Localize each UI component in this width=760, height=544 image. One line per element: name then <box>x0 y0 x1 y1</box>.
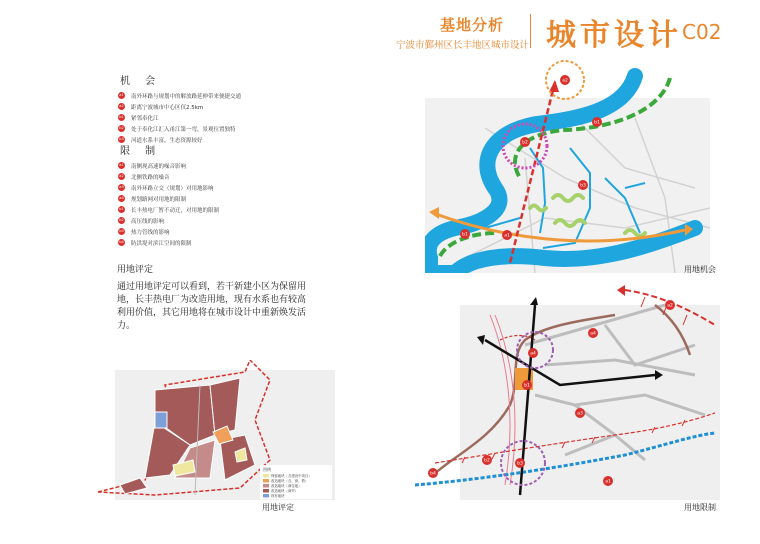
restrictions-item <box>118 171 219 182</box>
item-badge: a2 <box>119 104 124 108</box>
map-badge-label: b1 <box>524 383 530 389</box>
item-badge: a3 <box>119 185 124 189</box>
restriction-map-caption: 用地限制 <box>684 503 716 512</box>
restrictions-heading: 限 制 <box>120 146 162 157</box>
map-badge-label: b1 <box>462 232 468 238</box>
map-badge-label: b2 <box>484 458 490 464</box>
map-badge-label: a4 <box>530 351 536 357</box>
land-eval-legend <box>260 465 332 499</box>
restrictions-item <box>118 193 219 204</box>
item-badge: b1 <box>119 207 124 211</box>
project-subtitle: 宁波市鄞州区长丰地区城市设计 <box>396 40 530 51</box>
map-badge-label: b1 <box>594 120 600 126</box>
legend-swatch <box>263 494 269 498</box>
header-divider <box>530 14 531 48</box>
item-badge: a1 <box>119 93 124 97</box>
item-text: 热力管线的影响 <box>131 229 170 236</box>
restrictions-list <box>118 160 219 248</box>
item-text: 防洪堤对滨江空间的限制 <box>131 240 192 247</box>
item-text: 规划路网对用地的限制 <box>131 196 187 203</box>
restrictions-item <box>118 226 219 237</box>
item-text: 长丰热电厂暂不动迁，对用地的限制 <box>131 207 220 214</box>
item-text: 南外环路立交（规划）对用地影响 <box>131 185 214 192</box>
map-badge-label: b3 <box>517 461 523 467</box>
item-text: 高压线的影响 <box>131 218 165 225</box>
opportunities-item <box>118 123 241 134</box>
restrictions-item <box>118 204 219 215</box>
item-text: 河道水系丰富，生态资源较好 <box>131 137 203 144</box>
item-badge: b3 <box>119 229 124 233</box>
legend-label: 现有地块 <box>271 494 285 499</box>
page-title: 城市设计 <box>546 18 682 53</box>
legend-title: 图例 <box>263 467 271 472</box>
map-badge-label: a3 <box>577 411 583 417</box>
item-text: 距离宁波城市中心区仅2.5km <box>131 104 204 111</box>
map-badge-label: b2 <box>522 140 528 146</box>
item-badge: b4 <box>119 240 124 244</box>
legend-swatch <box>263 474 269 478</box>
map-badge-label: a2 <box>667 303 673 309</box>
item-text: 北侧铁路的噪音 <box>131 174 170 181</box>
legend-label: 保留地块（含建设中项目） <box>271 474 312 479</box>
item-text: 南侧现高速的噪音影响 <box>131 163 187 170</box>
page-code: C02 <box>682 20 722 44</box>
legend-swatch <box>263 479 269 483</box>
land-eval-map <box>95 360 335 500</box>
opportunities-item <box>118 101 241 112</box>
restrictions-item <box>118 182 219 193</box>
opportunities-list <box>118 90 241 145</box>
legend-swatch <box>263 489 269 493</box>
map-badge-label: a1 <box>605 479 611 485</box>
restrictions-item <box>118 215 219 226</box>
item-badge: b1 <box>119 115 124 119</box>
item-badge: b2 <box>119 218 124 222</box>
map-badge-label: a2 <box>562 78 568 84</box>
item-badge: a1 <box>119 163 124 167</box>
map-badge-label: b4 <box>430 471 436 477</box>
item-badge: b2 <box>119 126 124 130</box>
map-badge-label: a4 <box>590 331 596 337</box>
legend-label: 改造地块（商贸） <box>271 489 299 494</box>
opportunity-map <box>425 58 710 273</box>
land-eval-heading: 用地评定 <box>117 265 154 275</box>
opportunities-item <box>118 112 241 123</box>
legend-swatch <box>263 484 269 488</box>
land-eval-map-caption: 用地评定 <box>262 503 294 512</box>
item-text: 紧邻奉化江 <box>131 115 159 122</box>
opportunities-item <box>118 90 241 101</box>
opportunities-heading: 机 会 <box>120 76 162 87</box>
restrictions-item <box>118 237 219 248</box>
item-text: 南外环路与规划中的解放路延伸带来便捷交通 <box>131 93 242 100</box>
legend-label: 改造地块（含、商、教） <box>271 479 309 484</box>
item-badge: a2 <box>119 174 124 178</box>
item-badge: a4 <box>119 196 124 200</box>
map-badge-label: a1 <box>504 233 510 239</box>
opportunity-map-caption: 用地机会 <box>684 265 716 274</box>
restrictions-item <box>118 160 219 171</box>
map-badge-label: b3 <box>580 183 586 189</box>
restriction-map <box>415 285 720 500</box>
legend-label: 改造地块（商住地） <box>271 484 302 489</box>
item-text: 处于奉化江汇入甬江第一弯，景观位置独特 <box>131 126 236 133</box>
land-eval-body: 通过用地评定可以看到，若干新建小区为保留用地，长丰热电厂为改造用地，现有水系也有较高利用价值，其它用地将在城市设计中重新焕发活力。 <box>117 282 307 331</box>
item-badge: b3 <box>119 137 124 141</box>
section-title: 基地分析 <box>440 16 505 34</box>
